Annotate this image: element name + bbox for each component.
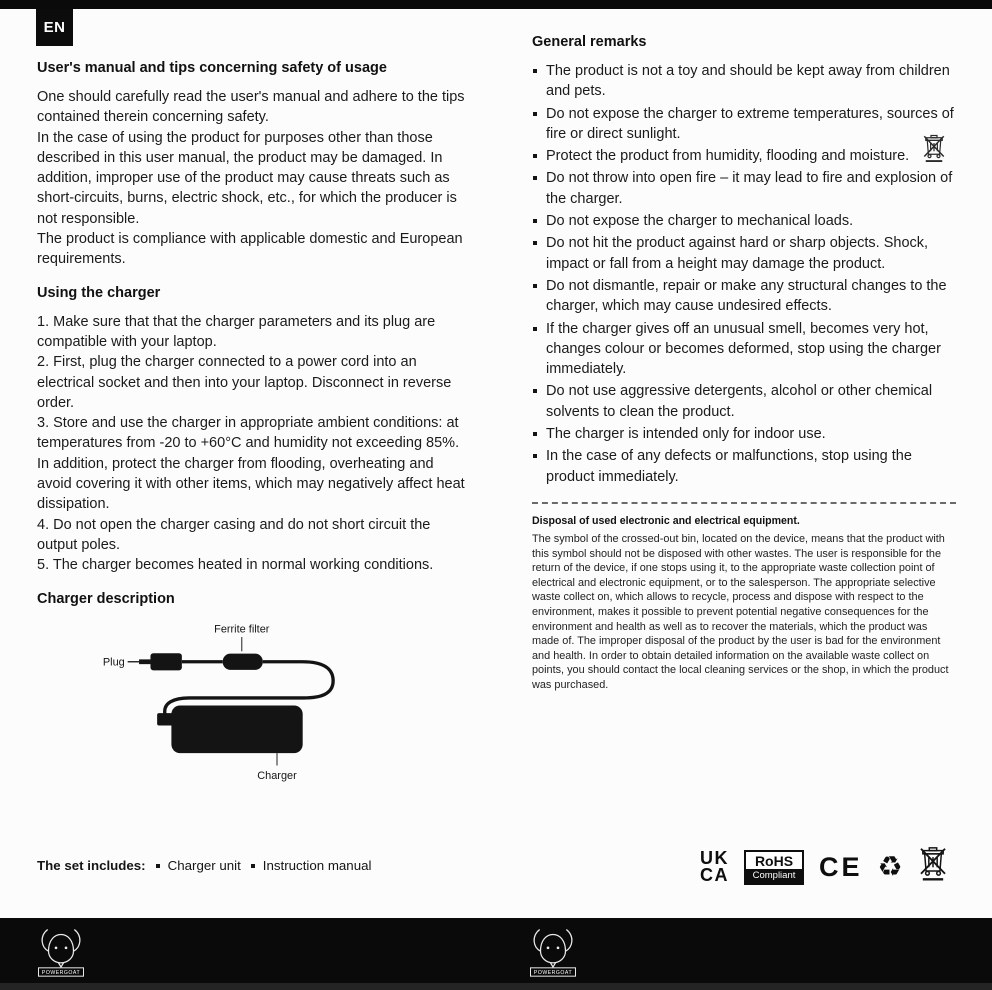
ferrite-filter-label: Ferrite filter bbox=[214, 622, 270, 635]
using-steps bbox=[37, 312, 467, 576]
remark-item: Protect the product from humidity, flooding and moisture. bbox=[532, 146, 956, 166]
set-includes-label: The set includes: bbox=[37, 858, 146, 873]
remark-item: The charger is intended only for indoor use. bbox=[532, 424, 956, 444]
step: 4. Do not open the charger casing and do not short circuit the output poles. bbox=[37, 516, 431, 553]
language-badge: EN bbox=[36, 9, 73, 46]
powergoat-logo bbox=[528, 924, 578, 985]
ce-mark: CE bbox=[819, 851, 863, 882]
set-includes-item: Instruction manual bbox=[251, 858, 372, 873]
remark-item: Do not hit the product against hard or sharp objects. Shock, impact or fall from a height may damage the product. bbox=[532, 233, 956, 274]
crossed-bin-icon bbox=[922, 134, 946, 169]
step: 3. Store and use the charger in appropriate ambient conditions: at temperatures from -20 to +60°C and humidity not exceeding 85%. In addition, protect the charger from flooding, overheating and avoid covering it with other items, which may negatively affect heat dissipation. bbox=[37, 415, 465, 513]
powergoat-banner-text: POWERGOAT bbox=[41, 970, 81, 977]
paragraph: One should carefully read the user's manual and adhere to the tips contained therein concerning safety. bbox=[37, 89, 465, 126]
recycle-icon: ♻ bbox=[877, 851, 903, 882]
step: 5. The charger becomes heated in normal working conditions. bbox=[37, 557, 434, 574]
charger-diagram-svg bbox=[77, 618, 477, 794]
top-black-bar bbox=[0, 0, 992, 9]
remark-item: Do not dismantle, repair or make any structural changes to the charger, which may cause undesired effects. bbox=[532, 276, 956, 317]
remark-item: Do not expose the charger to extreme temperatures, sources of fire or direct sunlight. bbox=[532, 104, 956, 145]
right-column bbox=[532, 34, 956, 693]
description-heading: Charger description bbox=[37, 590, 175, 607]
using-heading: Using the charger bbox=[37, 284, 161, 301]
ukca-top: UK bbox=[700, 847, 729, 868]
ukca-mark bbox=[700, 847, 729, 885]
charger-label: Charger bbox=[257, 769, 297, 782]
plug-label: Plug bbox=[102, 656, 125, 669]
general-remarks-heading: General remarks bbox=[532, 34, 647, 50]
rohs-mark bbox=[744, 850, 804, 885]
paragraph: The product is compliance with applicable domestic and European requirements. bbox=[37, 231, 463, 268]
set-includes-line bbox=[37, 858, 371, 873]
charger-brick-shape bbox=[171, 705, 302, 753]
remark-item: Do not throw into open fire – it may lead to fire and explosion of the charger. bbox=[532, 168, 956, 209]
disposal-body: The symbol of the crossed-out bin, located on the device, means that the product with this symbol should not be disposed with other wastes. The user is responsible for the return of the device, if one stops using it, to the appropriate waste collection point of electrical and electronic equipment, or to the salesperson. The appropriate selective waste collect on, which allows to recycle, process and dispose with respect to the environment, makes it possible to prevent potential negative consequences for the environment and health as well as to recover the materials, which the product was made of. The improper disposal of the product by the user is bad for the environment and health. In order to obtain detailed information on the available waste collect on points, you should contact the local cleaning services or the shop, in which the product was purchased. bbox=[532, 532, 949, 692]
remark-item: If the charger gives off an unusual smell, becomes very hot, changes colour or becomes deformed, stop using the charger immediately. bbox=[532, 319, 956, 380]
safety-heading: User's manual and tips concerning safety of usage bbox=[37, 60, 387, 76]
footer-edge-strip bbox=[0, 983, 992, 990]
paragraph: In the case of using the product for purposes other than those described in this user manual, the product may be damaged. In addition, improper use of the product may cause threats such as short-circuits, burns, electric shock, etc., for which the producer is not responsible. bbox=[37, 129, 457, 227]
dashed-divider bbox=[532, 502, 956, 504]
disposal-heading: Disposal of used electronic and electrical equipment. bbox=[532, 514, 800, 527]
remark-item: The product is not a toy and should be kept away from children and pets. bbox=[532, 61, 956, 102]
step: 2. First, plug the charger connected to a power cord into an electrical socket and then into your laptop. Disconnect in reverse order. bbox=[37, 354, 452, 411]
left-column bbox=[37, 60, 467, 799]
step: 1. Make sure that that the charger parameters and its plug are compatible with your laptop. bbox=[37, 313, 436, 350]
safety-paragraphs bbox=[37, 87, 467, 270]
rohs-name: RoHS bbox=[754, 852, 794, 869]
rohs-compliant: Compliant bbox=[746, 869, 802, 883]
plug-shape bbox=[139, 653, 182, 670]
general-remarks-list bbox=[532, 61, 956, 487]
remark-item: In the case of any defects or malfunctions, stop using the product immediately. bbox=[532, 446, 956, 487]
remark-item: Do not use aggressive detergents, alcohol or other chemical solvents to clean the product. bbox=[532, 381, 956, 422]
footer-black-bar bbox=[0, 918, 992, 990]
set-includes-item: Charger unit bbox=[156, 858, 241, 873]
powergoat-logo bbox=[36, 924, 86, 985]
ferrite-filter-shape bbox=[223, 653, 263, 669]
weee-bin-icon bbox=[918, 846, 948, 888]
charger-diagram bbox=[77, 618, 467, 799]
powergoat-banner-text: POWERGOAT bbox=[533, 970, 573, 977]
certification-marks bbox=[700, 846, 948, 888]
remark-item: Do not expose the charger to mechanical loads. bbox=[532, 211, 956, 231]
ukca-bottom: CA bbox=[700, 865, 729, 885]
